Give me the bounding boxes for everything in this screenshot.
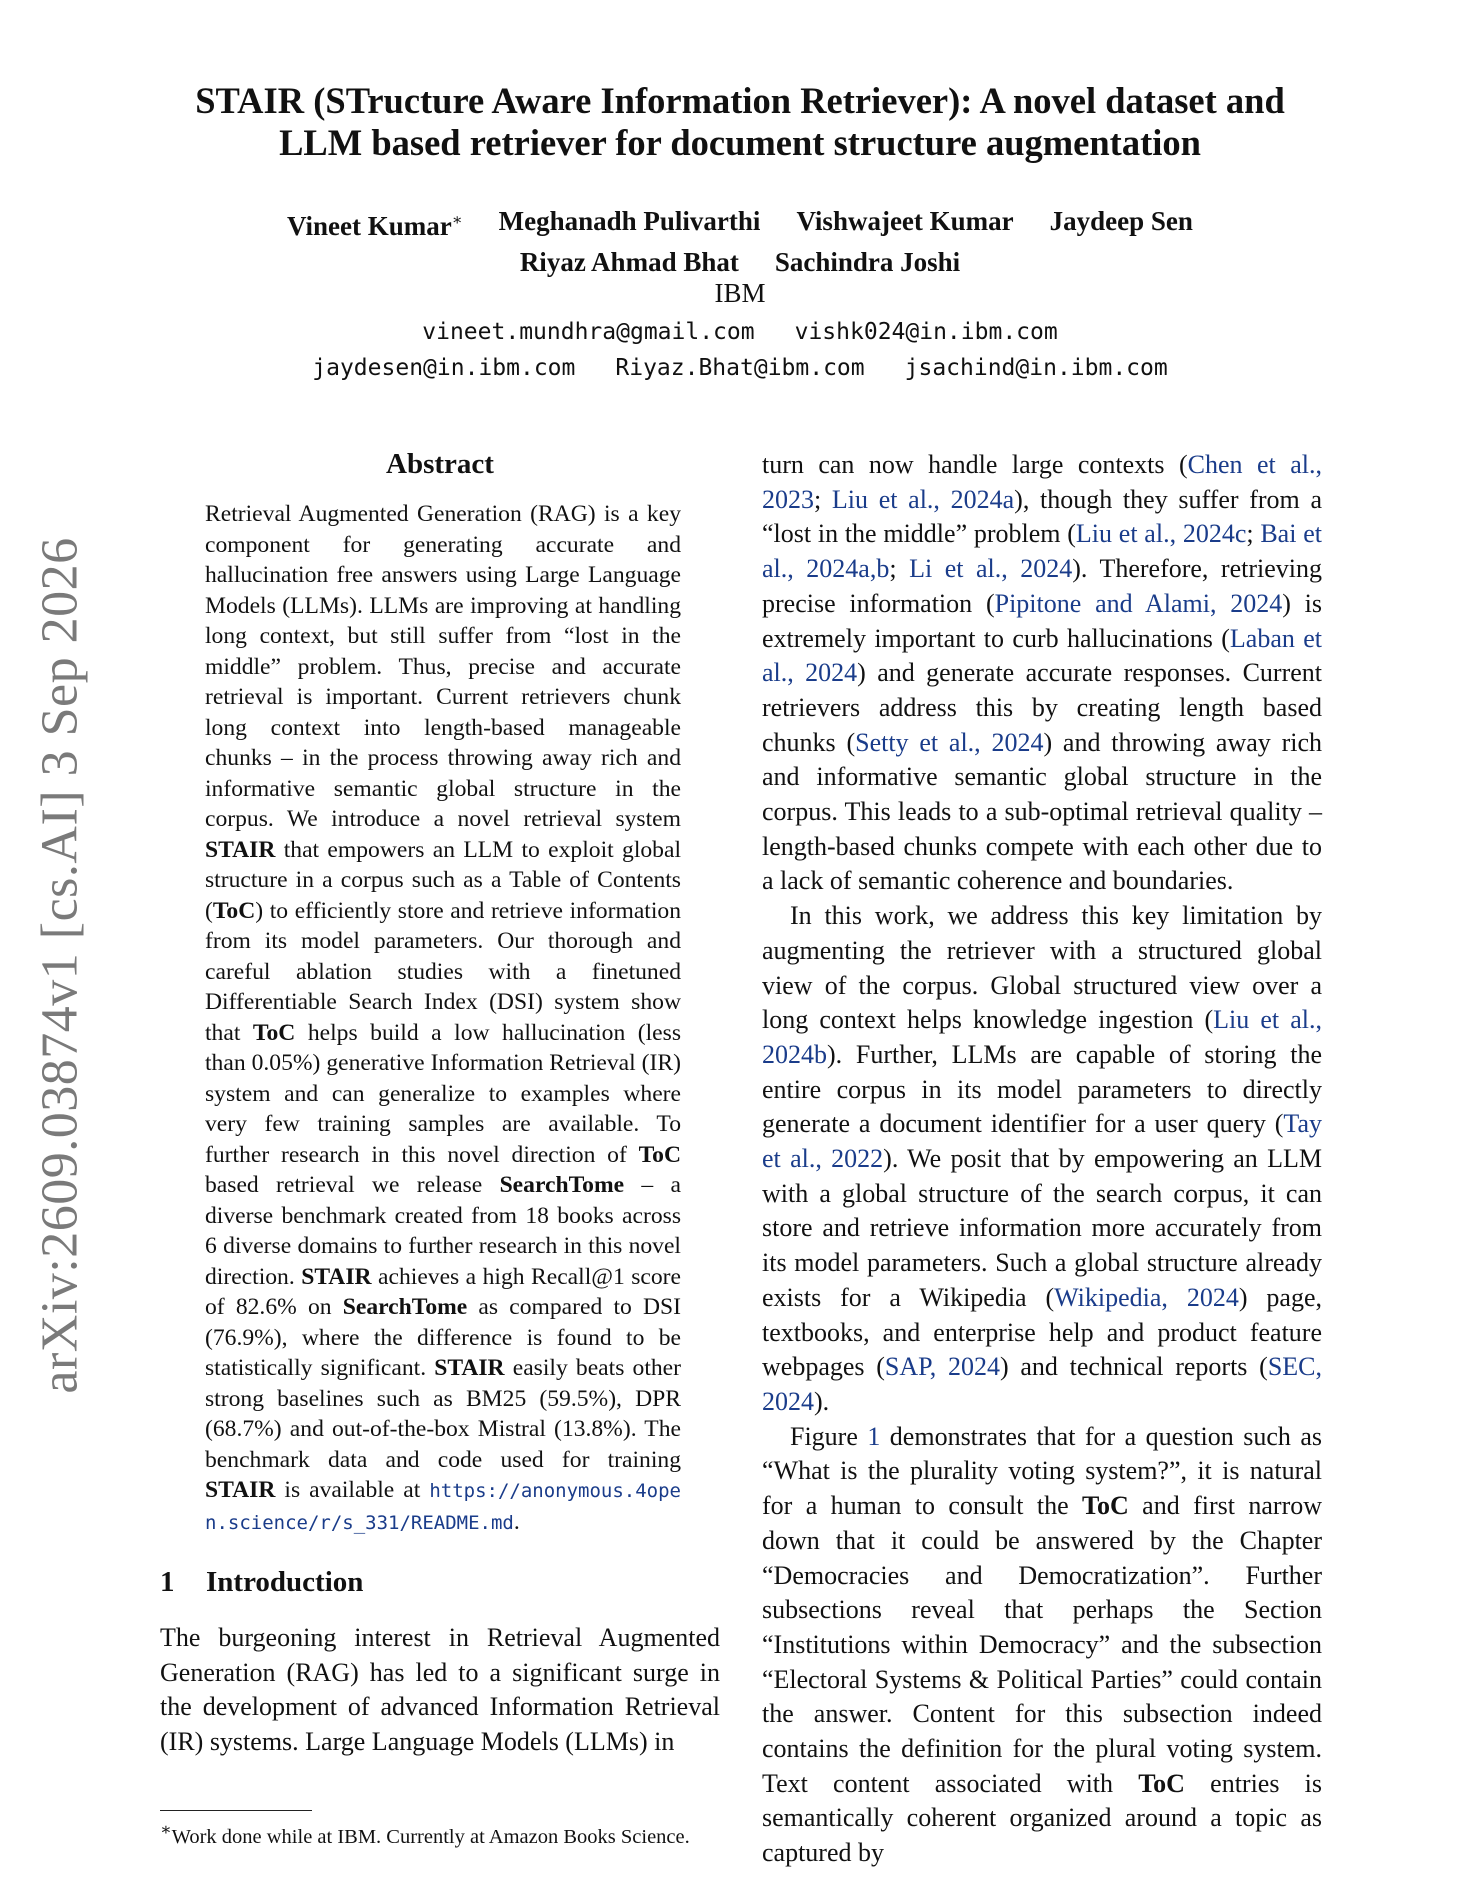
paragraph: Figure 1 demonstrates that for a question such as “What is the plurality voting system?”, it is natural for a human to consult the ToC and first narrow down that it could be answered by the Chapter “Democracies and Democratization”. Further subsections reveal that perhaps the Section “Institutions within Democracy” and the subsection “Electoral Systems & Political Parties” could contain the answer. Content for this subsection indeed contains the definition for the plural voting system. Text content associated with ToC entries is semantically coherent organized around a topic as captured by <box>762 1421 1322 1868</box>
bold-term: STAIR <box>434 1355 505 1381</box>
bold-term: ToC <box>212 897 256 924</box>
citation-link[interactable]: Liu et al., 2024b <box>762 1005 1322 1069</box>
paper-title-line-1: STAIR (STructure Aware Information Retriever): A novel dataset and <box>195 80 1285 121</box>
author-name: Vineet Kumar∗ <box>287 211 463 241</box>
citation-link[interactable]: Setty et al., 2024 <box>855 727 1044 757</box>
bold-term: ToC <box>638 1141 681 1168</box>
bold-term: ToC <box>252 1019 296 1046</box>
citation-link[interactable]: SAP, 2024 <box>884 1352 1000 1382</box>
bold-term: ToC <box>1138 1768 1185 1798</box>
bold-term: SearchTome <box>342 1294 468 1320</box>
paper-title <box>150 80 1330 164</box>
citation-link[interactable]: Pipitone and Alami, 2024 <box>994 588 1283 618</box>
figure-reference-link[interactable]: 1 <box>867 1421 881 1451</box>
citation-link[interactable]: Laban et al., 2024 <box>762 623 1322 688</box>
footnote-rule <box>160 1810 312 1811</box>
section-number: 1 <box>160 1566 175 1598</box>
paragraph: In this work, we address this key limitation by augmenting the retriever with a structured global view of the corpus. Global structured view over a long context helps knowledge ingestion (Liu et al., 2024b). Further, LLMs are capable of storing the entire corpus in its model parameters to directly generate a document identifier for a user query (Tay et al., 2022). We posit that by empowering an LLM with a global structure of the search corpus, it can store and retrieve information more accurately from its model parameters. Such a global structure already exists for a Wikipedia (Wikipedia, 2024) page, textbooks, and enterprise help and product feature webpages (SAP, 2024) and technical reports (SEC, 2024). <box>762 901 1323 1416</box>
footnote-marker: ∗ <box>451 212 463 229</box>
footnote-marker: ∗ <box>160 1820 172 1839</box>
bold-term: ToC <box>1082 1491 1129 1521</box>
email-row-2 <box>150 350 1330 386</box>
author-row-1 <box>150 203 1330 244</box>
email-row-1 <box>150 314 1330 350</box>
bold-term: STAIR <box>205 836 276 863</box>
paragraph: turn can now handle large contexts (Chen et al., 2023; Liu et al., 2024a), though they suffer from a “lost in the middle” problem (Liu et al., 2024c; Bai et al., 2024a,b; Li et al., 2024). Therefore, retrieving precise information (Pipitone and Alami, 2024) is extremely important to curb hallucinations (Laban et al., 2024) and generate accurate responses. Current retrievers address this by creating length based chunks (Setty et al., 2024) and throwing away rich and informative semantic global structure in the corpus. This leads to a sub-optimal retrieval quality – length-based chunks compete with each other due to a lack of semantic coherence and boundaries. <box>762 450 1323 896</box>
paper-title-line-2: LLM based retriever for document structure augmentation <box>279 122 1201 163</box>
footnote <box>160 1810 720 1850</box>
bold-term: SearchTome <box>499 1172 625 1198</box>
arxiv-identifier-text: arXiv:2609.03874v1 [cs.AI] 3 Sep 2026 <box>31 536 89 1394</box>
email-address: jsachind@in.ibm.com <box>904 355 1168 381</box>
citation-link[interactable]: Liu et al., 2024a <box>831 484 1015 514</box>
introduction-heading <box>160 1566 720 1599</box>
abstract-text: Retrieval Augmented Generation (RAG) is a key component for generating accurate and hallucination free answers using Large Language Models (LLMs). LLMs are improving at handling long context, but still suffer from “lost in the middle” problem. Thus, precise and accurate retrieval is important. Current retrievers chunk long context into length-based manageable chunks – in the process throwing away rich and informative semantic global structure in the corpus. We introduce a novel retrieval system STAIR that empowers an LLM to exploit global structure in a corpus such as a Table of Contents (ToC) to efficiently store and retrieve information from its model parameters. Our thorough and careful ablation studies with a finetuned Differentiable Search Index (DSI) system show that ToC helps build a low hallucination (less than 0.05%) generative Information Retrieval (IR) system and can generalize to examples where very few training samples are available. To further research in this novel direction of ToC based retrieval we release SearchTome – a diverse benchmark created from 18 books across 6 diverse domains to further research in this novel direction. STAIR achieves a high Recall@1 score of 82.6% on SearchTome as compared to DSI (76.9%), where the difference is found to be statistically significant. STAIR easily beats other strong baselines such as BM25 (59.5%), DPR (68.7%) and out-of-the-box Mistral (13.8%). The benchmark data and code used for training STAIR is available at https://anonymous.4open.science/r/s_331/README.md. <box>205 501 682 1535</box>
affiliation: IBM <box>714 278 766 308</box>
email-address: Riyaz.Bhat@ibm.com <box>615 355 865 381</box>
left-column <box>160 448 720 1759</box>
footnote-text: Work done while at IBM. Currently at Amazon Books Science. <box>171 1825 690 1848</box>
author-name: Riyaz Ahmad Bhat <box>519 247 739 277</box>
bold-term: STAIR <box>301 1263 372 1290</box>
author-name: Meghanadh Pulivarthi <box>498 206 761 236</box>
right-column <box>762 448 1322 1871</box>
citation-link[interactable]: Chen et al., 2023 <box>762 450 1322 514</box>
email-list <box>150 314 1330 386</box>
email-address: jaydesen@in.ibm.com <box>312 355 576 381</box>
email-address: vishk024@in.ibm.com <box>794 319 1058 345</box>
citation-link[interactable]: Tay et al., 2022 <box>762 1109 1322 1174</box>
citation-link[interactable]: Wikipedia, 2024 <box>1054 1282 1239 1312</box>
citation-link[interactable]: Bai et al., 2024a,b <box>762 519 1322 584</box>
author-name: Vishwajeet Kumar <box>796 206 1014 236</box>
author-list <box>150 203 1330 280</box>
introduction-text: The burgeoning interest in Retrieval Augmented Generation (RAG) has led to a significant surge in the development of advanced Information Retrieval (IR) systems. Large Language Models (LLMs) in <box>160 1623 720 1756</box>
author-row-2 <box>150 244 1330 280</box>
citation-link[interactable]: Liu et al., 2024c <box>1075 519 1247 549</box>
bold-term: STAIR <box>205 1477 276 1503</box>
author-name: Sachindra Joshi <box>774 247 961 277</box>
code-link[interactable]: https://anonymous.4open.science/r/s_331/README.md <box>205 1480 681 1534</box>
citation-link[interactable]: Li et al., 2024 <box>909 554 1073 584</box>
section-title: Introduction <box>206 1566 364 1598</box>
citation-link[interactable]: SEC, 2024 <box>762 1352 1322 1416</box>
arxiv-identifier-stamp <box>31 535 89 1395</box>
email-address: vineet.mundhra@gmail.com <box>422 319 755 345</box>
abstract-heading: Abstract <box>386 448 494 480</box>
author-name: Jaydeep Sen <box>1049 206 1193 236</box>
